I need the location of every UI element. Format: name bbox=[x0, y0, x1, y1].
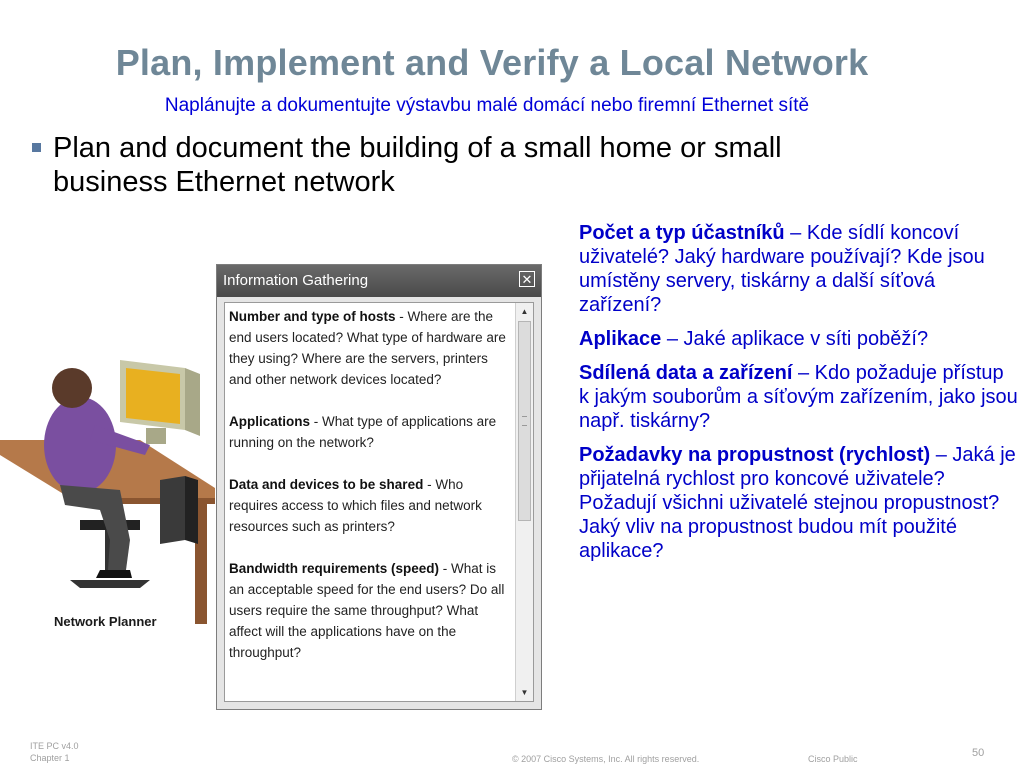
slide-subtitle: Naplánujte a dokumentujte výstavbu malé domácí nebo firemní Ethernet sítě bbox=[164, 95, 810, 116]
page-number: 50 bbox=[972, 747, 985, 759]
item-text: – Jaké aplikace v síti poběží? bbox=[661, 328, 929, 350]
item-text: - Where are the end users located? What type of hardware are they using? Where are the servers, printers and other network devices located? bbox=[229, 309, 506, 387]
person-at-computer-icon bbox=[0, 240, 215, 650]
item-term: Data and devices to be shared bbox=[229, 477, 424, 492]
arrow-up-icon[interactable]: ▲ bbox=[520, 307, 529, 316]
item-text: – Jaká je přijatelná rychlost pro koncové uživatele? Požadují všichni uživatelé stejnou propustnost? Jaký vliv na propustnost budou mít použité aplikace? bbox=[579, 444, 1016, 562]
footer-course bbox=[30, 740, 79, 764]
list-item bbox=[229, 306, 511, 390]
course-label: ITE PC v4.0 bbox=[30, 741, 79, 751]
list-item bbox=[579, 221, 1019, 317]
list-item bbox=[229, 558, 511, 663]
list-item bbox=[229, 474, 511, 537]
window-content-area bbox=[224, 302, 534, 702]
bullet-text: Plan and document the building of a small home or small business Ethernet network bbox=[53, 132, 782, 198]
item-term: Bandwidth requirements (speed) bbox=[229, 561, 440, 576]
list-item bbox=[579, 443, 1019, 563]
list-item bbox=[579, 327, 1019, 351]
item-term: Počet a typ účastníků bbox=[579, 222, 785, 244]
item-text: - Who requires access to which files and network resources such as printers? bbox=[229, 477, 482, 534]
network-planner-label: Network Planner bbox=[54, 614, 157, 629]
close-icon[interactable]: ✕ bbox=[519, 271, 535, 287]
chapter-label: Chapter 1 bbox=[30, 753, 70, 763]
slide-title: Plan, Implement and Verify a Local Network bbox=[115, 42, 869, 83]
item-term: Požadavky na propustnost (rychlost) bbox=[579, 444, 931, 466]
item-term: Number and type of hosts bbox=[229, 309, 396, 324]
item-term: Sdílená data a zařízení bbox=[579, 362, 793, 384]
network-planner-illustration bbox=[0, 240, 215, 650]
list-item bbox=[229, 411, 511, 453]
square-bullet-icon bbox=[32, 143, 41, 152]
footer-copyright: © 2007 Cisco Systems, Inc. All rights reserved. bbox=[512, 754, 700, 764]
window-title: Information Gathering bbox=[223, 272, 369, 289]
scroll-thumb[interactable] bbox=[518, 321, 531, 521]
vertical-scrollbar[interactable] bbox=[515, 303, 533, 701]
info-gathering-window bbox=[216, 264, 542, 710]
item-text: - What is an acceptable speed for the end users? Do all users require the same throughput? What affect will the applications have on the throughput? bbox=[229, 561, 505, 660]
window-titlebar bbox=[217, 265, 541, 297]
grip-icon bbox=[522, 416, 527, 426]
list-item bbox=[579, 361, 1019, 433]
footer-classification: Cisco Public bbox=[808, 754, 858, 764]
item-text: – Kde sídlí koncoví uživatelé? Jaký hardware používají? Kde jsou umístěny servery, tiskárny a další síťová zařízení? bbox=[579, 222, 985, 316]
item-text: – Kdo požaduje přístup k jakým souborům a síťovým zařízením, jako jsou např. tiskárny? bbox=[579, 362, 1018, 432]
czech-description bbox=[579, 221, 1019, 573]
item-text: - What type of applications are running on the network? bbox=[229, 414, 497, 450]
item-term: Applications bbox=[229, 414, 311, 429]
item-term: Aplikace bbox=[579, 328, 662, 350]
window-text bbox=[229, 306, 511, 684]
arrow-down-icon[interactable]: ▼ bbox=[520, 688, 529, 697]
